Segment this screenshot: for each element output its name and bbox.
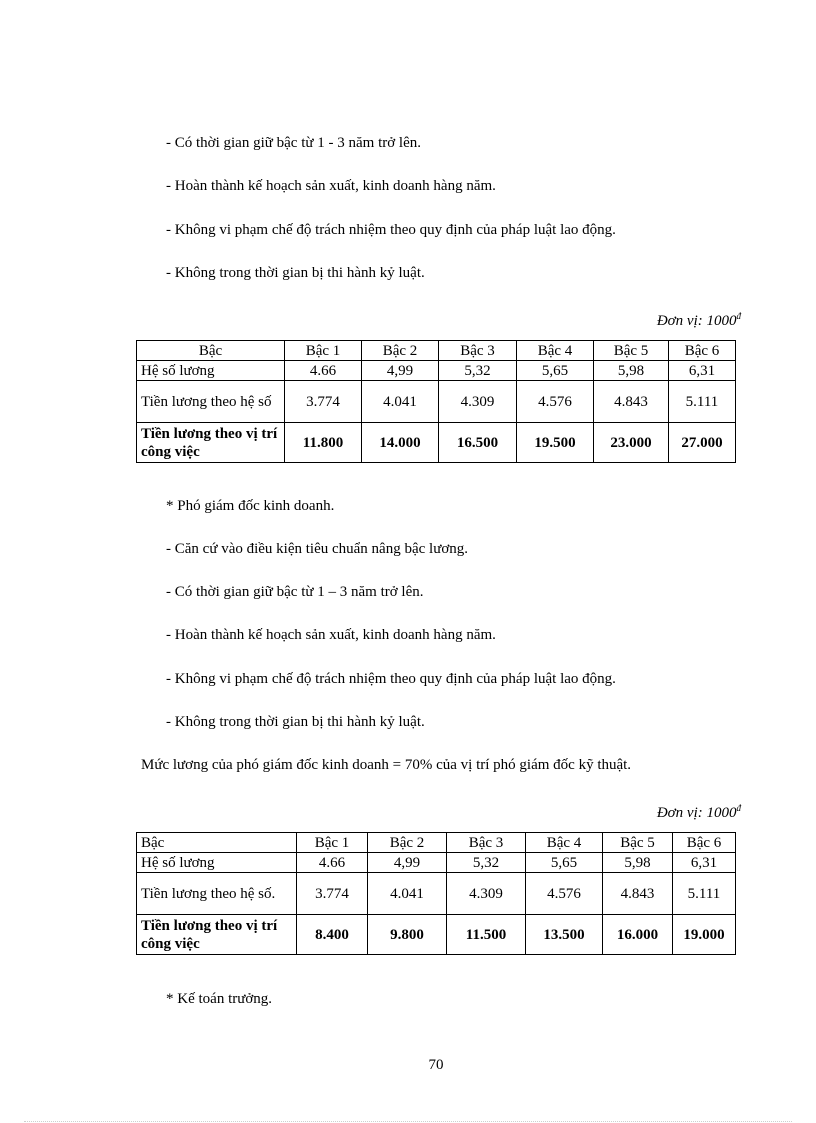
table-row bbox=[137, 873, 736, 915]
table-cell: 19.000 bbox=[673, 915, 736, 955]
table-cell: 5,32 bbox=[447, 853, 526, 873]
table-header-row bbox=[137, 341, 736, 361]
table-cell: Bậc 6 bbox=[673, 833, 736, 853]
page-divider bbox=[24, 1121, 792, 1122]
table-cell: Bậc 1 bbox=[285, 341, 362, 361]
salary-table-1 bbox=[136, 340, 736, 463]
unit-label: Đơn vị: $1000^đ$ bbox=[656, 311, 741, 329]
table-cell: Hệ số lương bbox=[137, 361, 285, 381]
table-row bbox=[137, 423, 736, 463]
table-cell: Bậc 2 bbox=[362, 341, 439, 361]
table-cell: 13.500 bbox=[526, 915, 603, 955]
bullet-line: - Hoàn thành kế hoạch sản xuất, kinh doanh hàng năm. bbox=[166, 178, 496, 194]
table-cell: 11.800 bbox=[285, 423, 362, 463]
table-cell: Tiền lương theo hệ số. bbox=[137, 873, 297, 915]
bullet-line: - Không trong thời gian bị thi hành kỷ luật. bbox=[166, 714, 425, 730]
table-cell: 5,65 bbox=[517, 361, 594, 381]
table-cell: 4.576 bbox=[526, 873, 603, 915]
bullet-line: - Không vi phạm chế độ trách nhiệm theo quy định của pháp luật lao động. bbox=[166, 222, 616, 238]
table-cell: Bậc 3 bbox=[439, 341, 517, 361]
table-cell: 4.041 bbox=[362, 381, 439, 423]
table-cell: 4.66 bbox=[285, 361, 362, 381]
table-cell: Bậc 3 bbox=[447, 833, 526, 853]
table-cell: Tiền lương theo hệ số bbox=[137, 381, 285, 423]
bullet-line: - Có thời gian giữ bậc từ 1 - 3 năm trở lên. bbox=[166, 135, 421, 151]
salary-table-2 bbox=[136, 832, 736, 955]
table-cell: Bậc 4 bbox=[526, 833, 603, 853]
table-cell: 4.843 bbox=[594, 381, 669, 423]
table-cell: 5,98 bbox=[594, 361, 669, 381]
table-cell: 11.500 bbox=[447, 915, 526, 955]
table-cell: Bậc 4 bbox=[517, 341, 594, 361]
section-heading: * Kế toán trưởng. bbox=[166, 991, 273, 1007]
table-cell: 9.800 bbox=[368, 915, 447, 955]
section-heading: * Phó giám đốc kinh doanh. bbox=[166, 498, 335, 514]
table-cell: 6,31 bbox=[673, 853, 736, 873]
table-cell: Tiền lương theo vị trí công việc bbox=[137, 423, 285, 463]
table-cell: Bậc 1 bbox=[297, 833, 368, 853]
table-cell: Hệ số lương bbox=[137, 853, 297, 873]
table-cell: 4,99 bbox=[362, 361, 439, 381]
table-cell: 4.66 bbox=[297, 853, 368, 873]
table-cell: 5.111 bbox=[669, 381, 736, 423]
table-cell: 5,65 bbox=[526, 853, 603, 873]
salary-note: Mức lương của phó giám đốc kinh doanh = 70% của vị trí phó giám đốc kỹ thuật. bbox=[141, 757, 632, 773]
table-cell: 4,99 bbox=[368, 853, 447, 873]
table-cell: Bậc 5 bbox=[603, 833, 673, 853]
bullet-line: - Căn cứ vào điều kiện tiêu chuẩn nâng bậc lương. bbox=[166, 541, 469, 557]
table-cell: 16.000 bbox=[603, 915, 673, 955]
table-row bbox=[137, 853, 736, 873]
table-cell: 27.000 bbox=[669, 423, 736, 463]
table-cell: Bậc bbox=[137, 833, 297, 853]
table-row bbox=[137, 381, 736, 423]
table-cell: 5,32 bbox=[439, 361, 517, 381]
unit-label: Đơn vị: $1000^đ$ bbox=[656, 803, 741, 821]
table-cell: 19.500 bbox=[517, 423, 594, 463]
table-cell: 6,31 bbox=[669, 361, 736, 381]
table-cell: 4.576 bbox=[517, 381, 594, 423]
table-cell: Bậc bbox=[137, 341, 285, 361]
table-cell: Bậc 6 bbox=[669, 341, 736, 361]
table-cell: 4.843 bbox=[603, 873, 673, 915]
table-cell: Tiền lương theo vị trí công việc bbox=[137, 915, 297, 955]
bullet-line: - Không trong thời gian bị thi hành kỷ luật. bbox=[166, 265, 425, 281]
table-cell: 14.000 bbox=[362, 423, 439, 463]
table-cell: Bậc 2 bbox=[368, 833, 447, 853]
table-cell: 5,98 bbox=[603, 853, 673, 873]
table-cell: 8.400 bbox=[297, 915, 368, 955]
table-cell: 23.000 bbox=[594, 423, 669, 463]
table-cell: 4.309 bbox=[447, 873, 526, 915]
table-cell: 5.111 bbox=[673, 873, 736, 915]
table-cell: 16.500 bbox=[439, 423, 517, 463]
bullet-line: - Có thời gian giữ bậc từ 1 – 3 năm trở lên. bbox=[166, 584, 424, 600]
table-row bbox=[137, 915, 736, 955]
table-row bbox=[137, 361, 736, 381]
bullet-line: - Hoàn thành kế hoạch sản xuất, kinh doanh hàng năm. bbox=[166, 627, 496, 643]
table-cell: Bậc 5 bbox=[594, 341, 669, 361]
page-number: 70 bbox=[428, 1057, 444, 1073]
bullet-line: - Không vi phạm chế độ trách nhiệm theo quy định của pháp luật lao động. bbox=[166, 671, 616, 687]
table-header-row bbox=[137, 833, 736, 853]
table-cell: 4.041 bbox=[368, 873, 447, 915]
table-cell: 3.774 bbox=[297, 873, 368, 915]
table-cell: 3.774 bbox=[285, 381, 362, 423]
table-cell: 4.309 bbox=[439, 381, 517, 423]
